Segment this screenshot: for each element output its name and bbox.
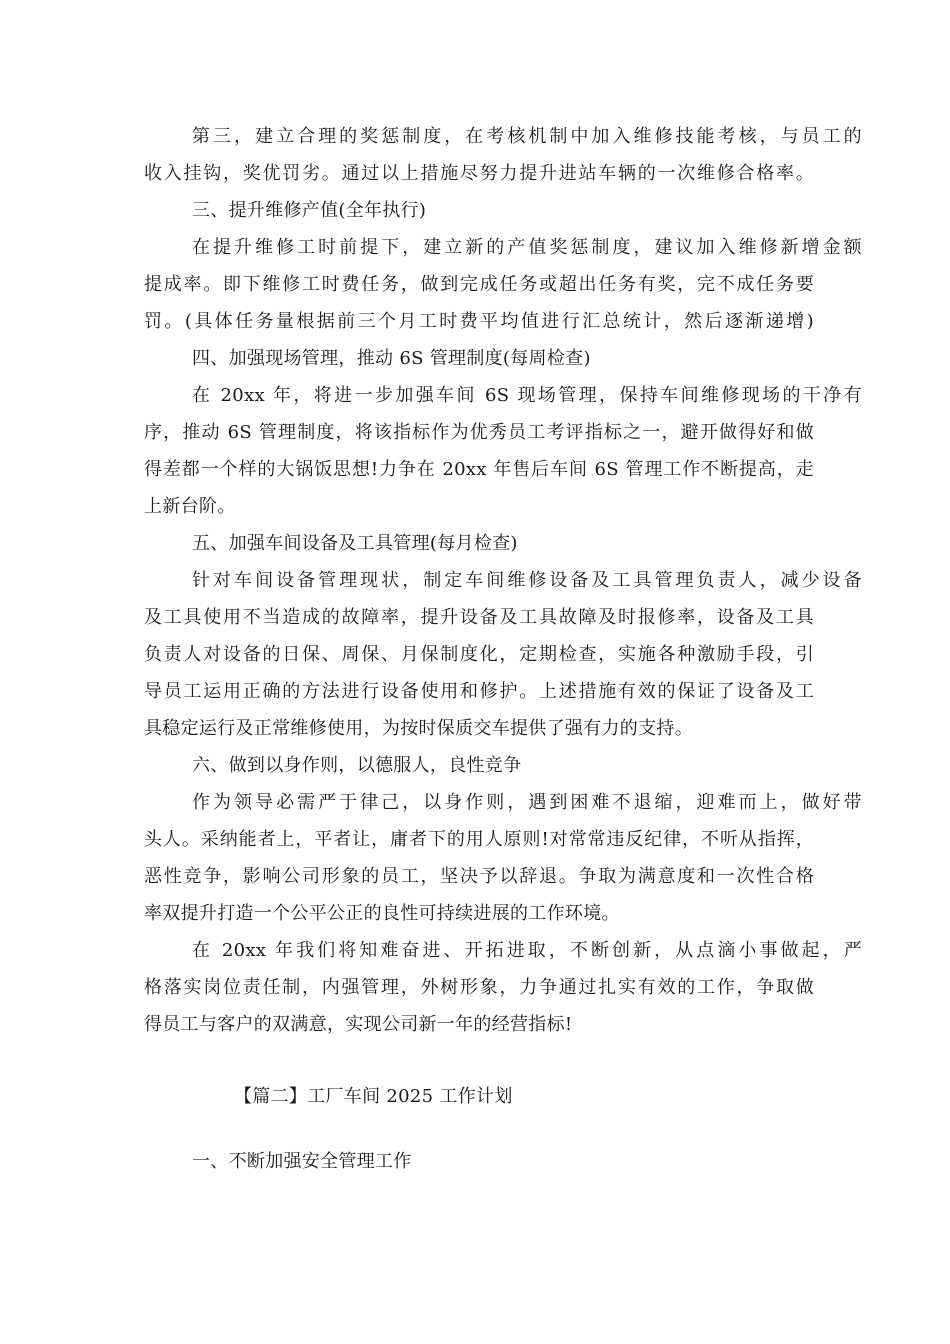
paragraph-line: 具稳定运行及正常维修使用，为按时保质交车提供了强有力的支持。	[144, 718, 693, 739]
paragraph-line: 得差都一个样的大锅饭思想!力争在 20xx 年售后车间 6S 管理工作不断提高，走	[144, 459, 814, 480]
paragraph-line: 提成率。即下维修工时费任务，做到完成任务或超出任务有奖，完不成任务要	[144, 274, 814, 295]
paragraph-line: 负责人对设备的日保、周保、月保制度化，定期检查，实施各种激励手段，引	[144, 644, 814, 665]
paragraph-line: 恶性竞争，影响公司形象的员工，坚决予以辞退。争取为满意度和一次性合格	[144, 866, 814, 887]
paragraph-line: 率双提升打造一个公平公正的良性可持续进展的工作环境。	[144, 903, 620, 924]
section-heading: 一、不断加强安全管理工作	[192, 1151, 412, 1172]
paragraph-line: 作为领导必需严于律己，以身作则，遇到困难不退缩，迎难而上，做好带	[192, 792, 862, 813]
section-heading: 四、加强现场管理，推动 6S 管理制度(每周检查)	[192, 348, 591, 369]
paragraph-line: 导员工运用正确的方法进行设备使用和修护。上述措施有效的保证了设备及工	[144, 681, 814, 702]
section-heading: 三、提升维修产值(全年执行)	[192, 200, 427, 221]
paragraph-line: 在 20xx 年我们将知难奋进、开拓进取，不断创新，从点滴小事做起，严	[192, 940, 862, 961]
section-heading: 六、做到以身作则，以德服人，良性竞争	[192, 755, 522, 776]
paragraph-line: 序，推动 6S 管理制度，将该指标作为优秀员工考评指标之一，避开做得好和做	[144, 422, 814, 443]
paragraph-line: 上新台阶。	[144, 496, 236, 517]
paragraph-line: 头人。采纳能者上，平者让，庸者下的用人原则!对常常违反纪律，不听从指挥，	[144, 829, 814, 850]
paragraph-line: 罚。(具体任务量根据前三个月工时费平均值进行汇总统计，然后逐渐递增)	[144, 311, 814, 332]
paragraph-line: 针对车间设备管理现状，制定车间维修设备及工具管理负责人，减少设备	[192, 570, 862, 591]
section-heading: 五、加强车间设备及工具管理(每月检查)	[192, 533, 518, 554]
document-title: 【篇二】工厂车间 2025 工作计划	[234, 1086, 513, 1107]
paragraph-line: 收入挂钩，奖优罚劣。通过以上措施尽努力提升进站车辆的一次维修合格率。	[144, 163, 814, 184]
paragraph-line: 格落实岗位责任制，内强管理，外树形象，力争通过扎实有效的工作，争取做	[144, 977, 814, 998]
paragraph-line: 在提升维修工时前提下，建立新的产值奖惩制度，建议加入维修新增金额	[192, 237, 862, 258]
paragraph-line: 第三，建立合理的奖惩制度，在考核机制中加入维修技能考核，与员工的	[192, 126, 862, 147]
paragraph-line: 得员工与客户的双满意，实现公司新一年的经营指标!	[144, 1014, 573, 1035]
paragraph-line: 在 20xx 年，将进一步加强车间 6S 现场管理，保持车间维修现场的干净有	[192, 385, 862, 406]
paragraph-line: 及工具使用不当造成的故障率，提升设备及工具故障及时报修率，设备及工具	[144, 607, 814, 628]
